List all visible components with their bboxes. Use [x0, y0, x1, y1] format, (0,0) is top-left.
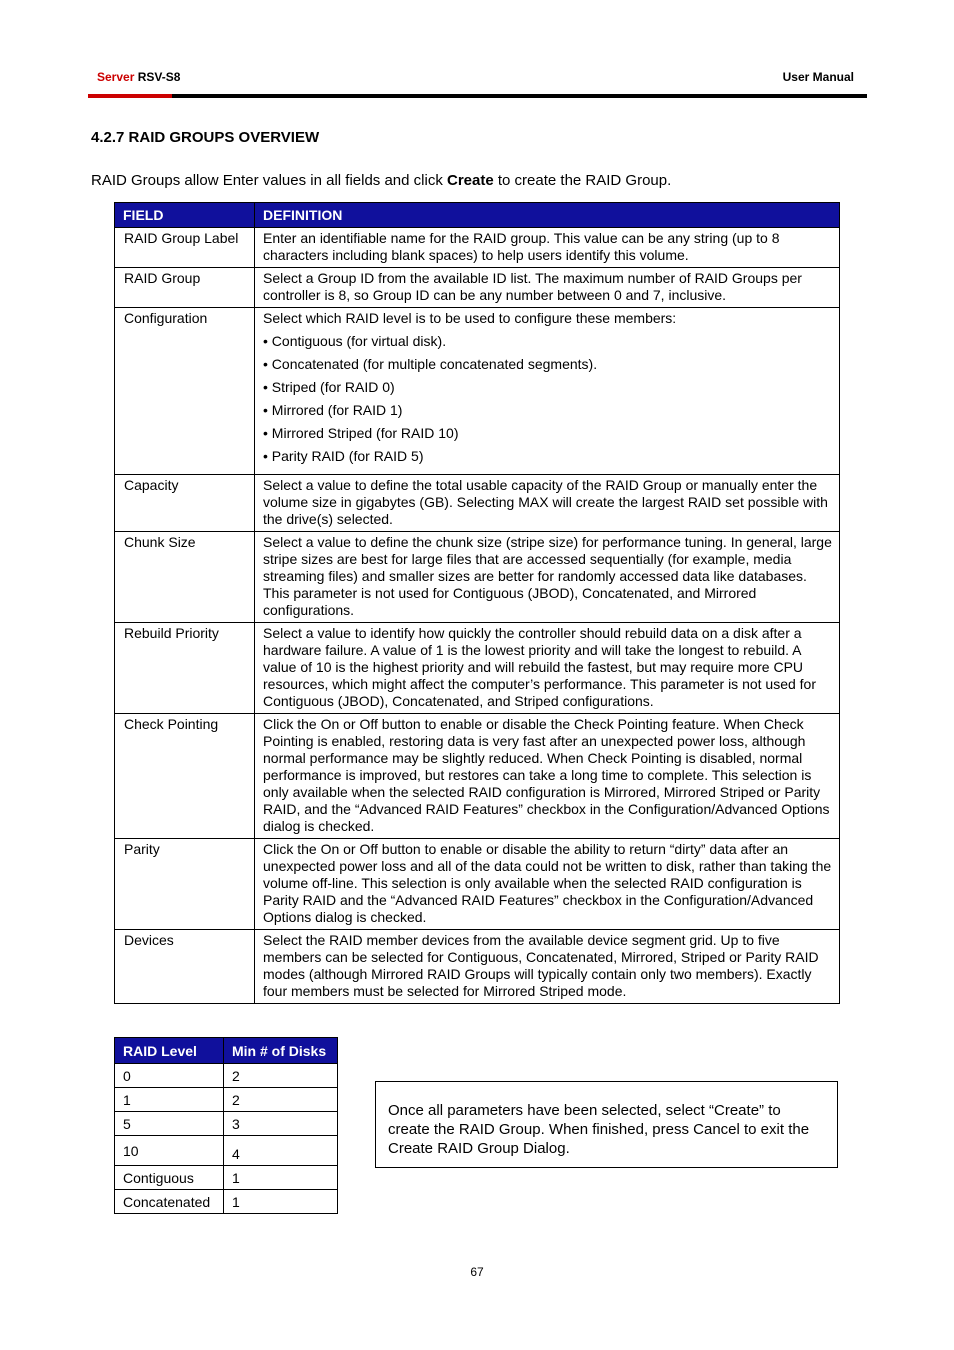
list-item: • Mirrored Striped (for RAID 10)	[263, 425, 459, 441]
table-row	[115, 930, 840, 1004]
table-row	[115, 1136, 338, 1166]
list-item: • Parity RAID (for RAID 5)	[263, 448, 424, 464]
table-header-row	[115, 1038, 338, 1064]
field-name: Check Pointing	[115, 714, 255, 839]
field-definition-table	[114, 202, 840, 1004]
header-brand: Server	[97, 70, 135, 84]
table-row	[115, 268, 840, 308]
raid-level-cell: 1	[115, 1088, 224, 1112]
field-name: Chunk Size	[115, 532, 255, 623]
intro-paragraph: RAID Groups allow Enter values in all fields and click Create to create the RAID Group.	[91, 172, 672, 189]
column-header-raid-level: RAID Level	[115, 1038, 224, 1064]
table-row	[115, 1190, 338, 1214]
field-name: RAID Group	[115, 268, 255, 308]
field-definition: Select a value to define the total usable capacity of the RAID Group or manually enter the volume size in gigabytes (GB). Selecting MAX will create the largest RAID set possible with the drive(s) selected.	[255, 475, 840, 532]
raid-level-cell: 0	[115, 1064, 224, 1088]
field-definition: Select which RAID level is to be used to configure these members: • Contiguous (for virtual disk). • Concatenated (for multiple concatenated segments). • Striped (for RAID 0) • Mirrored (for RAID 1) • Mirrored Striped (for RAID 10) • Parity RAID (for RAID 5)	[255, 308, 840, 475]
section-title: 4.2.7 RAID GROUPS OVERVIEW	[91, 129, 320, 146]
table-row	[115, 1088, 338, 1112]
min-disks-cell: 1	[224, 1190, 338, 1214]
intro-create-keyword: Create	[447, 172, 494, 189]
field-definition: Select the RAID member devices from the available device segment grid. Up to five members can be selected for Contiguous, Concatenated, Mirrored, Striped or Parity RAID modes (although Mirrored RAID Groups will typically contain only two members). Exactly four members must be selected for Mirrored Striped mode.	[255, 930, 840, 1004]
header-manual-label: User Manual	[782, 70, 854, 84]
header-model: RSV-S8	[137, 70, 181, 84]
raid-level-cell: 10	[115, 1136, 224, 1166]
page-number: 67	[470, 1265, 484, 1279]
header-product	[97, 70, 180, 84]
field-definition: Enter an identifiable name for the RAID group. This value can be any string (up to 8 characters including blank spaces) to help users identify this volume.	[255, 228, 840, 268]
list-item: • Contiguous (for virtual disk).	[263, 333, 447, 349]
table-header-row	[115, 203, 840, 228]
field-name: Configuration	[115, 308, 255, 475]
table-row	[115, 1064, 338, 1088]
table-row	[115, 839, 840, 930]
table-row	[115, 308, 840, 475]
table-row	[115, 623, 840, 714]
field-definition: Select a value to define the chunk size (stripe size) for performance tuning. In general, large stripe sizes are best for large files that are accessed sequentially (for example, media streaming files) and smaller sizes are better for randomly accessed data like databases. This parameter is not used for Contiguous (JBOD), Concatenated, and Mirrored configurations.	[255, 532, 840, 623]
field-name: RAID Group Label	[115, 228, 255, 268]
field-definition: Click the On or Off button to enable or disable the ability to return “dirty” data after an unexpected power loss and all of the data could not be written to disk, rather than taking the volume off-line. This selection is only available when the selected RAID configuration is Parity RAID and the “Advanced RAID Features” checkbox in the Configuration/Advanced Options dialog is checked.	[255, 839, 840, 930]
raid-level-min-disks-table	[114, 1037, 338, 1214]
table-row	[115, 228, 840, 268]
table-row	[115, 714, 840, 839]
column-header-field: FIELD	[115, 203, 255, 228]
page-header	[97, 70, 854, 86]
field-name: Devices	[115, 930, 255, 1004]
list-item: • Striped (for RAID 0)	[263, 379, 395, 395]
list-item: • Concatenated (for multiple concatenated segments).	[263, 356, 598, 372]
field-name: Rebuild Priority	[115, 623, 255, 714]
min-disks-cell: 3	[224, 1112, 338, 1136]
field-definition: Select a Group ID from the available ID list. The maximum number of RAID Groups per controller is 8, so Group ID can be any number between 0 and 7, inclusive.	[255, 268, 840, 308]
min-disks-cell: 2	[224, 1088, 338, 1112]
column-header-min-disks: Min # of Disks	[224, 1038, 338, 1064]
raid-level-list	[263, 333, 833, 465]
raid-level-cell: Contiguous	[115, 1166, 224, 1190]
field-name: Capacity	[115, 475, 255, 532]
table-row	[115, 1166, 338, 1190]
header-rule	[88, 94, 867, 98]
header-rule-accent	[88, 94, 172, 98]
column-header-definition: DEFINITION	[255, 203, 840, 228]
field-definition: Click the On or Off button to enable or disable the Check Pointing feature. When Check Pointing is enabled, restoring data is very fast after an unexpected power loss, although normal performance may be slightly reduced. When Check Pointing is disabled, normal performance is improved, but restores can take a long time to complete. This selection is only available when the selected RAID configuration is Mirrored, Mirrored Striped or Parity RAID, and the “Advanced RAID Features” checkbox in the Configuration/Advanced Options dialog is checked.	[255, 714, 840, 839]
min-disks-cell: 1	[224, 1166, 338, 1190]
raid-level-cell: Concatenated	[115, 1190, 224, 1214]
field-definition: Select a value to identify how quickly the controller should rebuild data on a disk after a hardware failure. A value of 1 is the lowest priority and will take the longest to rebuild. A value of 10 is the highest priority and will rebuild the fastest, but may require more CPU resources, which might affect the computer’s performance. This parameter is not used for Contiguous (JBOD), Concatenated, and Striped configurations.	[255, 623, 840, 714]
field-name: Parity	[115, 839, 255, 930]
create-instructions-note: Once all parameters have been selected, select “Create” to create the RAID Group. When finished, press Cancel to exit the Create RAID Group Dialog.	[375, 1081, 838, 1168]
table-row	[115, 475, 840, 532]
min-disks-cell: 4	[224, 1136, 338, 1166]
table-row	[115, 532, 840, 623]
min-disks-cell: 2	[224, 1064, 338, 1088]
list-item: • Mirrored (for RAID 1)	[263, 402, 403, 418]
table-row	[115, 1112, 338, 1136]
raid-level-cell: 5	[115, 1112, 224, 1136]
